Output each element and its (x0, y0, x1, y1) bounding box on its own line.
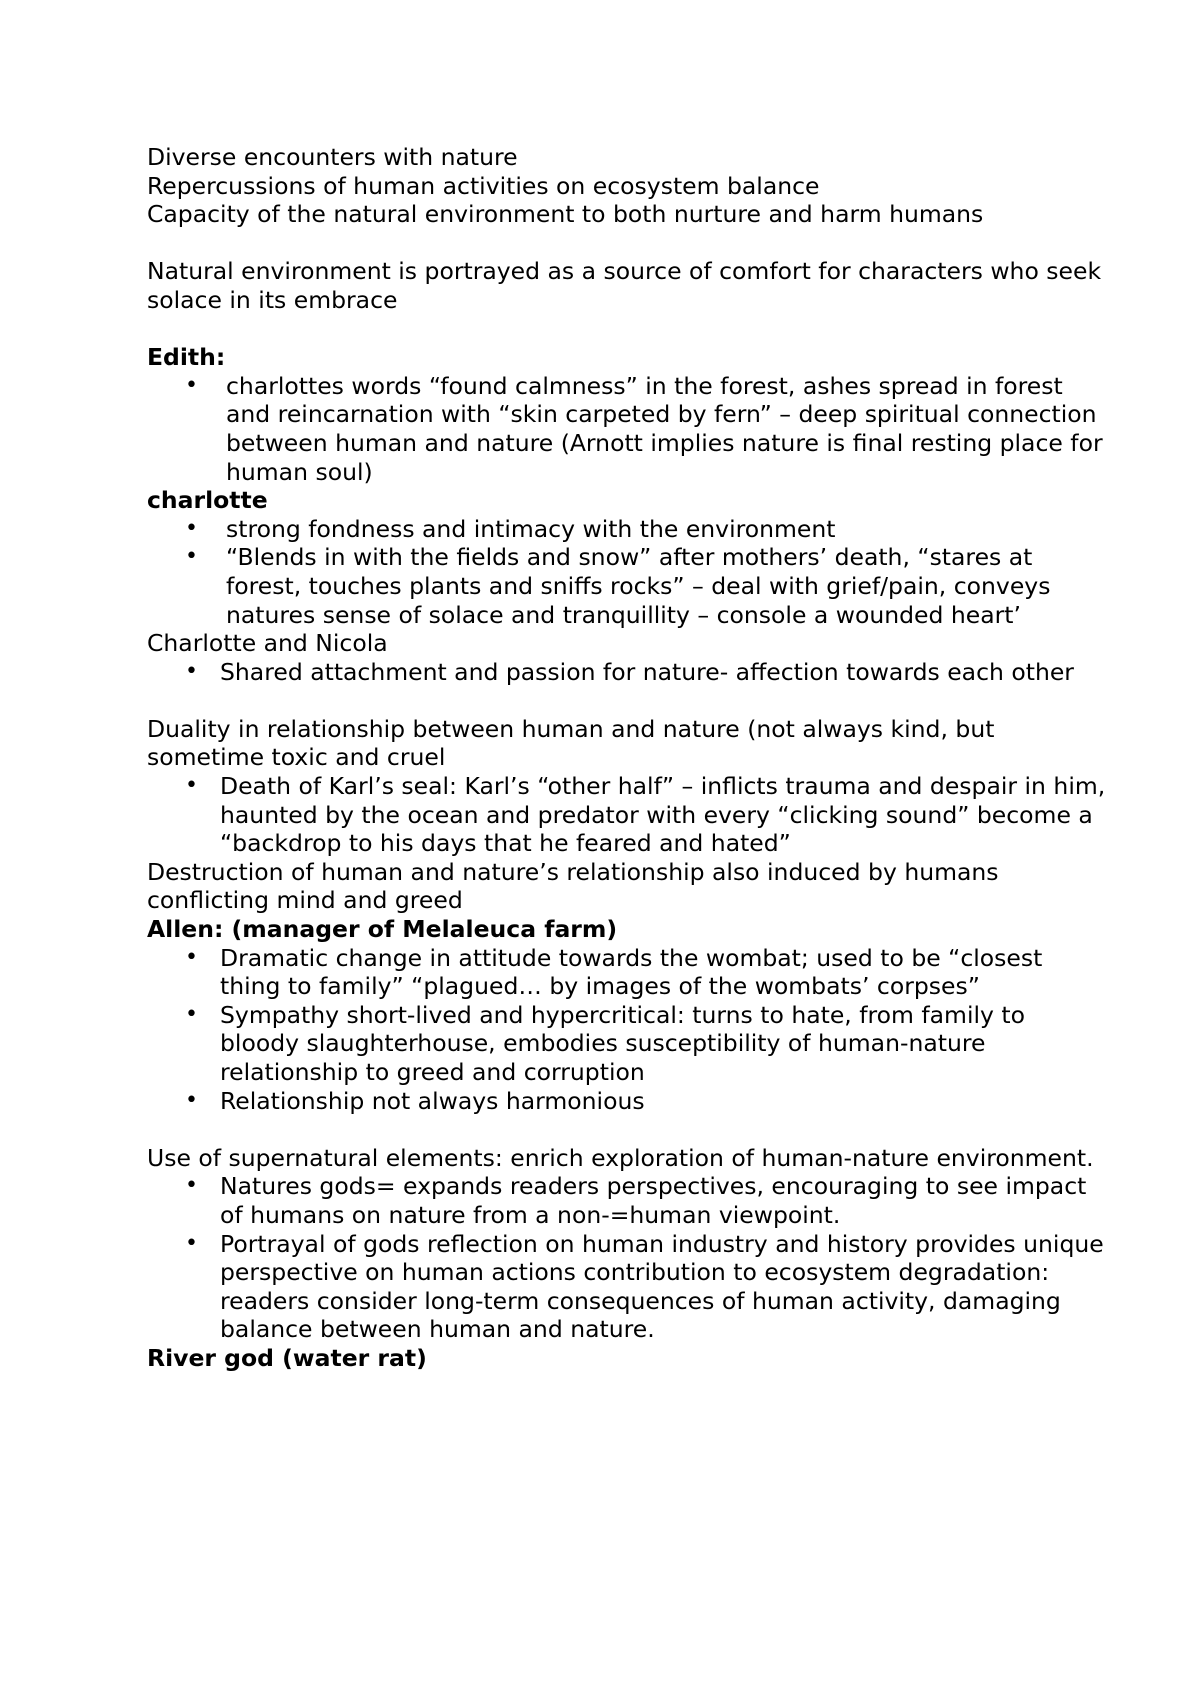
blank-line (147, 315, 1107, 344)
heading-allen: Allen: (manager of Melaleuca farm) (147, 915, 618, 944)
list-item: • Portrayal of gods reflection on human industry and history provides unique perspective on human actions contribution to ecosystem degradation: readers consider long-term consequences of human activity, damaging balance between human and nature. (147, 1230, 1107, 1344)
list-item: • Death of Karl’s seal: Karl’s “other half” – inflicts trauma and despair in him, haunted by the ocean and predator with every “clicking sound” become a “backdrop to his days that he feared and hated” (147, 772, 1107, 858)
list-item: • “Blends in with the fields and snow” after mothers’ death, “stares at forest, touches plants and sniffs rocks” – deal with grief/pain, conveys natures sense of solace and tranquillity – console a wounded heart’ (147, 543, 1107, 629)
intro-line-2: Repercussions of human activities on ecosystem balance (147, 171, 820, 200)
blank-line (147, 229, 1107, 258)
blank-line (147, 1115, 1107, 1144)
charlotte-bullet-list (147, 515, 1107, 629)
list-item: • Sympathy short-lived and hypercritical: turns to hate, from family to bloody slaughterhouse, embodies susceptibility of human-nature relationship to greed and corruption (147, 1001, 1107, 1087)
duality-statement: Duality in relationship between human and nature (not always kind, but sometime toxic and cruel (147, 714, 995, 772)
list-item: • Relationship not always harmonious (147, 1087, 1107, 1116)
list-item: • charlottes words “found calmness” in the forest, ashes spread in forest and reincarnation with “skin carpeted by fern” – deep spiritual connection between human and nature (Arnott implies nature is final resting place for human soul) (147, 372, 1107, 486)
intro-line-3: Capacity of the natural environment to both nurture and harm humans (147, 200, 984, 229)
list-item: • strong fondness and intimacy with the environment (147, 515, 1107, 544)
heading-edith: Edith: (147, 343, 226, 372)
edith-bullet-list (147, 372, 1107, 486)
list-item: • Dramatic change in attitude towards the wombat; used to be “closest thing to family” “plagued… by images of the wombats’ corpses” (147, 944, 1107, 1001)
allen-bullet-list (147, 944, 1107, 1116)
duality-bullet-list (147, 772, 1107, 858)
charlotte-nicola-bullet-list (147, 658, 1107, 687)
heading-charlotte: charlotte (147, 486, 268, 515)
destruction-statement: Destruction of human and nature’s relationship also induced by humans conflicting mind and greed (147, 857, 999, 915)
list-item: • Natures gods= expands readers perspectives, encouraging to see impact of humans on nature from a non-=human viewpoint. (147, 1172, 1107, 1229)
supernatural-statement: Use of supernatural elements: enrich exploration of human-nature environment. (147, 1143, 1094, 1172)
list-item: • Shared attachment and passion for nature- affection towards each other (147, 658, 1107, 687)
heading-charlotte-and-nicola: Charlotte and Nicola (147, 629, 388, 658)
intro-line-1: Diverse encounters with nature (147, 143, 518, 171)
heading-river-god: River god (water rat) (147, 1343, 427, 1372)
comfort-statement: Natural environment is portrayed as a source of comfort for characters who seek solace in its embrace (147, 257, 1102, 314)
supernatural-bullet-list (147, 1172, 1107, 1344)
document-page (147, 143, 1107, 1373)
blank-line (147, 686, 1107, 715)
